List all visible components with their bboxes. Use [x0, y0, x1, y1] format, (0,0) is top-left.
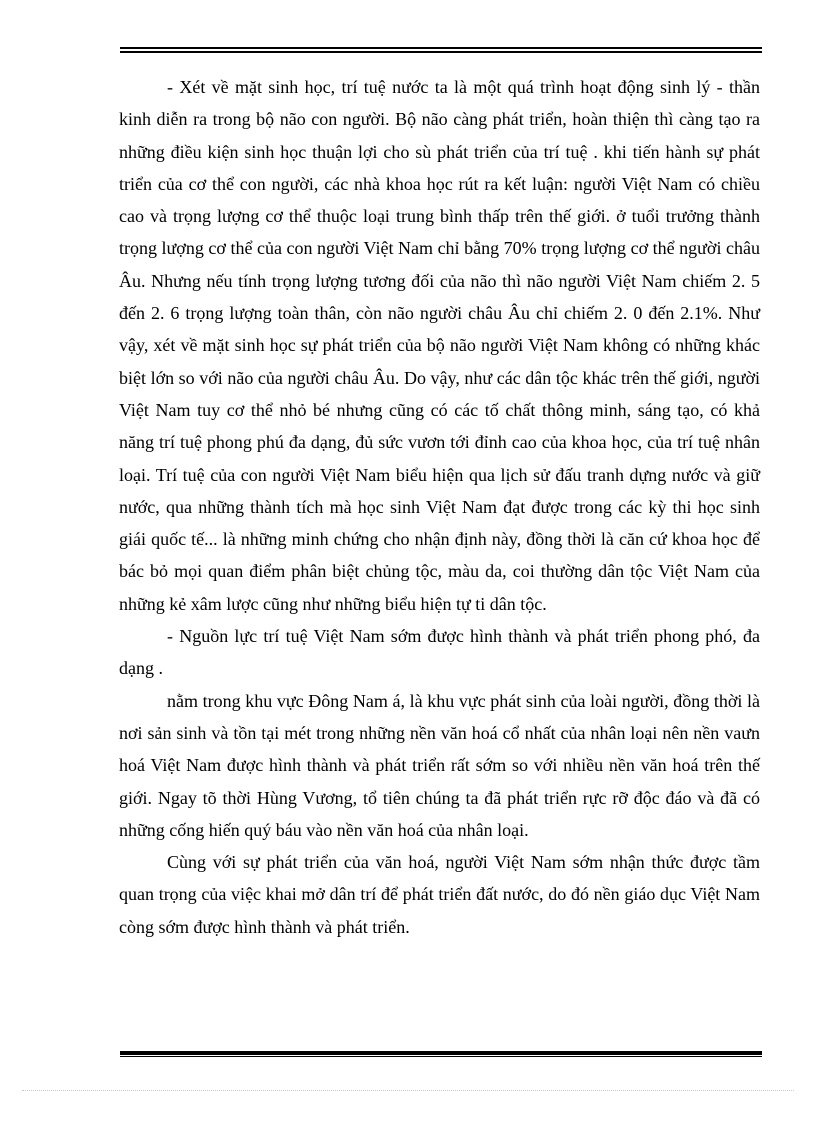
header-double-rule — [120, 47, 762, 54]
footer-rule-thin-line — [120, 1056, 762, 1057]
page-bottom-edge — [22, 1090, 794, 1091]
paragraph-education-development: Cùng với sự phát triển của văn hoá, người Việt Nam sớm nhận thức được tầm quan trọng của việc khai mở dân trí để phát triển đất nước, do đó nền giáo dục Việt Nam còng sớm được hình thành và phát triển. — [119, 852, 760, 937]
paragraph-southeast-asia-culture: nằm trong khu vực Đông Nam á, là khu vực phát sinh của loài người, đồng thời là nơi sản sinh và tồn tại mét trong những nền văn hoá cổ nhất của nhân loại nên nền vaưn hoá Việt Nam được hình thành và phát triển rất sớm so với nhiều nền văn hoá trên thế giới. Ngay tõ thời Hùng Vương, tổ tiên chúng ta đã phát triển rực rỡ độc đáo và đã có những cống hiến quý báu vào nền văn hoá của nhân loại. — [119, 690, 760, 840]
paragraph-biological-aspect: - Xét về mặt sinh học, trí tuệ nước ta là một quá trình hoạt động sinh lý - thần kinh diễn ra trong bộ não con người. Bộ não càng phát triển, hoàn thiện thì càng tạo ra những điều kiện sinh học thuận lợi cho sù phát triển của trí tuệ . khi tiến hành sự phát triển của cơ thể con người, các nhà khoa học rút ra kết luận: người Việt Nam có chiều cao và trọng lượng cơ thể thuộc loại trung bình thấp trên thế giới. ở tuổi trưởng thành trọng lượng cơ thể của con người Việt Nam chỉ bằng 70% trọng lượng cơ thể người châu Âu. Nhưng nếu tính trọng lượng tương đối của não thì não người Việt Nam chiếm 2. 5 đến 2. 6 trọng lượng toàn thân, còn não người châu Âu chỉ chiếm 2. 0 đến 2.1%. Như vậy, xét về mặt sinh học sự phát triển của bộ não người Việt Nam không có những khác biệt lớn so với não của người châu Âu. Do vậy, như các dân tộc khác trên thế giới, người Việt Nam tuy cơ thể nhỏ bé nhưng cũng có các tố chất thông minh, sáng tạo, có khả năng trí tuệ phong phú đa dạng, đủ sức vươn tới đỉnh cao của khoa học, của trí tuệ nhân loại. Trí tuệ của con người Việt Nam biểu hiện qua lịch sử đấu tranh dựng nước và giữ nước, qua những thành tích mà học sinh Việt Nam đạt được trong các kỳ thi học sinh giái quốc tế... là những minh chứng cho nhận định này, đồng thời là căn cứ khoa học để bác bỏ mọi quan điểm phân biệt chủng tộc, màu da, coi thường dân tộc Việt Nam của những kẻ xâm lược cũng như những biểu hiện tự ti dân tộc. — [119, 77, 760, 614]
paragraph-intellectual-resources: - Nguồn lực trí tuệ Việt Nam sớm được hình thành và phát triển phong phó, đa dạng . — [119, 626, 760, 679]
footer-rule-thick-line — [120, 1051, 762, 1055]
header-rule-line — [120, 47, 762, 49]
document-body — [119, 71, 760, 943]
header-rule-line — [120, 51, 762, 53]
footer-thick-thin-rule — [120, 1051, 762, 1058]
